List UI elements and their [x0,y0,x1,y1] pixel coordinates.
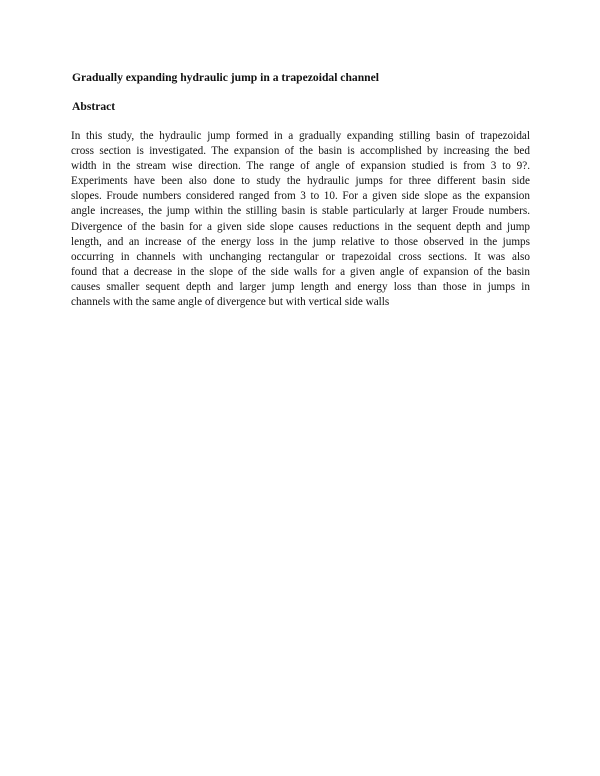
abstract-line: In this study, the hydraulic jump formed in a gradually expanding stilling basin of trapezoidal [71,130,530,142]
abstract-line: width in the stream wise direction. The range of angle of expansion studied is from 3 to 9?. [71,160,530,173]
abstract-line: channels with the same angle of divergence but with vertical side walls [71,296,390,309]
abstract-line: Divergence of the basin for a given side slope causes reductions in the sequent depth and jump [71,220,530,233]
abstract-line: length, and an increase of the energy loss in the jump relative to those observed in the jumps [71,235,530,248]
abstract-heading: Abstract [72,100,116,113]
abstract-line: occurring in channels with unchanging rectangular or trapezoidal cross sections. It was also [71,250,530,263]
paper-title: Gradually expanding hydraulic jump in a trapezoidal channel [72,71,379,84]
abstract-body [71,129,530,310]
abstract-line: angle increases, the jump within the stilling basin is stable particularly at larger Froude numbers. [71,205,530,218]
abstract-line: found that a decrease in the slope of the side walls for a given angle of expansion of the basin [71,265,530,278]
abstract-line: Experiments have been also done to study the hydraulic jumps for three different basin side [71,175,530,188]
abstract-line: causes smaller sequent depth and larger jump length and energy loss than those in jumps in [71,280,530,293]
abstract-line: slopes. Froude numbers considered ranged from 3 to 10. For a given side slope as the expansion [71,190,530,203]
abstract-line: cross section is investigated. The expansion of the basin is accomplished by increasing the bed [71,145,530,158]
